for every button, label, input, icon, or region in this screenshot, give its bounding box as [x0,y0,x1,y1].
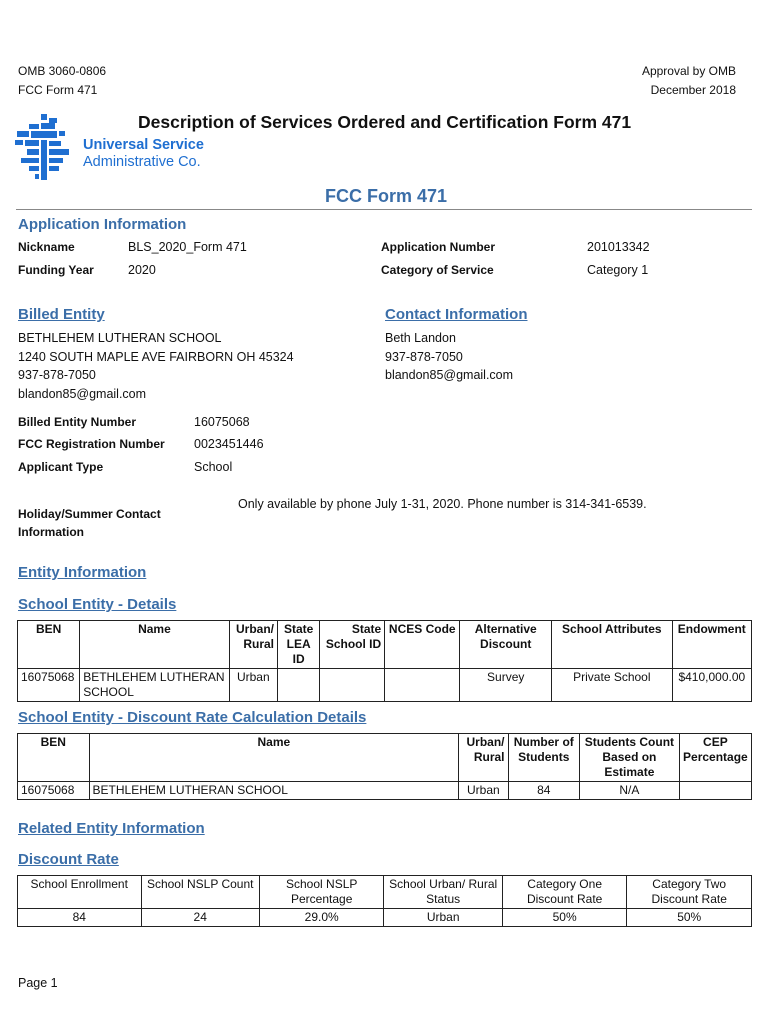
col-name: Name [89,734,459,782]
contact-block [385,329,513,385]
fcc-reg-label: FCC Registration Number [18,437,165,451]
page-title: Description of Services Ordered and Certification Form 471 [138,112,632,132]
table-header-row [18,621,752,669]
col-nslp-count: School NSLP Count [141,876,259,909]
table-row [18,669,752,702]
col-cat-one: Category One Discount Rate [502,876,627,909]
header-right [642,62,736,100]
col-name: Name [80,621,229,669]
approval-text: Approval by OMB [641,64,736,78]
app-number-label: Application Number [381,240,496,254]
form-heading: FCC Form 471 [325,186,448,206]
col-estimate: Students Count Based on Estimate [580,734,680,782]
holiday-value: Only available by phone July 1-31, 2020. Phone number is 314-341-6539. [238,497,647,511]
holiday-label [18,505,161,541]
cell-cat-two: 50% [627,909,752,927]
category-value: Category 1 [587,263,649,277]
form-number: FCC Form 471 [18,83,98,97]
holiday-label-line1: Holiday/Summer Contact [18,507,161,521]
col-state-school: State School ID [320,621,385,669]
discount-calc-table [17,733,752,800]
cell-ben: 16075068 [18,782,90,800]
cell-attributes: Private School [552,669,673,702]
cell-students: 84 [508,782,580,800]
cell-state-lea [278,669,320,702]
nickname-value: BLS_2020_Form 471 [128,240,247,254]
holiday-label-line2: Information [18,525,84,539]
cell-cep [679,782,751,800]
entity-info-heading: Entity Information [18,564,147,581]
discount-rate-table [17,875,752,927]
col-ben: BEN [18,621,80,669]
school-details-table [17,620,752,702]
col-cat-two: Category Two Discount Rate [627,876,752,909]
funding-year-value: 2020 [128,263,156,277]
fcc-reg-value: 0023451446 [194,437,264,451]
col-cep: CEP Percentage [679,734,751,782]
cell-enrollment: 84 [18,909,142,927]
col-nslp-percentage: School NSLP Percentage [259,876,384,909]
category-label: Category of Service [381,263,494,277]
usac-logo-mark [15,114,75,184]
contact-heading: Contact Information [385,306,528,323]
ben-label: Billed Entity Number [18,415,137,429]
page-number: Page 1 [18,976,58,990]
contact-name: Beth Landon [385,331,456,345]
approval-date: December 2018 [650,83,736,97]
applicant-type-value: School [194,460,233,474]
cell-endowment: $410,000.00 [672,669,751,702]
billed-entity-block [18,329,294,403]
col-state-lea: State LEA ID [278,621,320,669]
logo-text-2: Administrative Co. [83,154,201,170]
table-row [18,782,752,800]
applicant-type-label: Applicant Type [18,460,104,474]
billed-entity-name: BETHLEHEM LUTHERAN SCHOOL [18,331,222,345]
col-urban-rural: Urban/ Rural [459,734,508,782]
col-urban-rural: Urban/ Rural [229,621,277,669]
omb-number: OMB 3060-0806 [18,64,107,78]
cell-state-school [320,669,385,702]
school-details-heading: School Entity - Details [18,596,177,613]
col-attributes: School Attributes [552,621,673,669]
cell-nslp-count: 24 [141,909,259,927]
cell-name: BETHLEHEM LUTHERAN SCHOOL [89,782,459,800]
application-heading: Application Information [18,216,187,233]
header-left [18,62,106,100]
discount-rate-heading: Discount Rate [18,851,119,868]
col-ben: BEN [18,734,90,782]
cell-nces [385,669,460,702]
col-alt-discount: Alternative Discount [460,621,552,669]
cell-cat-one: 50% [502,909,627,927]
discount-calc-heading: School Entity - Discount Rate Calculation Details [18,709,367,726]
cell-estimate: N/A [580,782,680,800]
nickname-label: Nickname [18,240,75,254]
table-row [18,909,752,927]
cell-urban-rural-status: Urban [384,909,502,927]
col-students: Number of Students [508,734,580,782]
related-entity-heading: Related Entity Information [18,820,205,837]
billed-entity-phone: 937-878-7050 [18,368,96,382]
cell-nslp-percentage: 29.0% [259,909,384,927]
cell-alt-discount: Survey [460,669,552,702]
contact-phone: 937-878-7050 [385,349,463,364]
divider [16,209,752,210]
cell-name: BETHLEHEM LUTHERAN SCHOOL [80,669,229,702]
ben-value: 16075068 [194,415,250,429]
cell-urban-rural: Urban [459,782,508,800]
billed-entity-heading: Billed Entity [18,306,105,323]
billed-entity-address: 1240 SOUTH MAPLE AVE FAIRBORN OH 45324 [18,349,294,364]
app-number-value: 201013342 [587,240,650,254]
logo-text-1: Universal Service [83,137,204,153]
cell-urban-rural: Urban [229,669,277,702]
billed-entity-email: blandon85@gmail.com [18,386,147,401]
table-header-row [18,876,752,909]
table-header-row [18,734,752,782]
col-nces: NCES Code [385,621,460,669]
contact-email: blandon85@gmail.com [385,368,514,382]
col-urban-rural-status: School Urban/ Rural Status [384,876,502,909]
cell-ben: 16075068 [18,669,80,702]
col-enrollment: School Enrollment [18,876,142,909]
funding-year-label: Funding Year [18,263,94,277]
col-endowment: Endowment [672,621,751,669]
